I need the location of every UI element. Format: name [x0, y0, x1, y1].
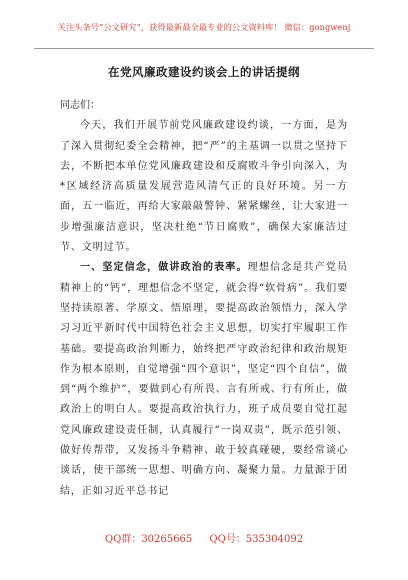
section-1-text: 理想信念是共产党员精神上的“钙”，理想信念不坚定，就会得“软骨病”。我们要坚持读原著、学原文、悟原理，要提高政治领悟力，深入学习习近平新时代中国特色社会主义思想，切实打牢履职工作基础。要提高政治判断力，始终把严守政治纪律和政治规矩作为根本原则，自觉增强“四个意识”，坚定“四个自信”，做到“两个维护”，要做到心有所畏、言有所戒、行有所止，做政治上的明白人。要提高政治执行力，班子成员要自觉扛起党风廉政建设责任制，认真履行“一岗双责”，既示范引领、做好传帮带，又发扬斗争精神、敢于较真碰硬，要经常谈心谈话，使干部统一思想、明确方向、凝聚力量。力量源于团结，正如习近平总书记: [60, 262, 348, 497]
header-notice: 关注头条号“公文研究”，获得最新最全最专业的公文资料库！ 微信：gongwenj: [57, 22, 351, 32]
salutation: 同志们：: [60, 100, 100, 111]
paragraph-intro: 今天，我们开展节前党风廉政建设约谈，一方面，是为了深入贯彻纪委全会精神，把“严”的主基调一以贯之坚持下去，不断把本单位党风廉政建设和反腐败斗争引向深入，为*区域经济高质量发展营造风清气正的良好环境。另一方面，五一临近，再给大家敲敲警钟、紧紧螺丝，让大家进一步增强廉洁意识，坚决杜绝“节日腐败”，确保大家廉洁过节、文明过节。: [60, 120, 348, 254]
footer-contacts: [0, 530, 408, 545]
paragraph-section-1: [60, 258, 348, 502]
footer-qq-group: QQ群：30265665: [104, 534, 193, 545]
document-title: 在党风廉政建设约谈会上的讲话提纲: [108, 65, 300, 79]
document-body: [60, 96, 348, 502]
footer-qq-number: QQ号：535304092: [209, 534, 304, 545]
section-1-heading: 一、坚定信念，做讲政治的表率。: [80, 262, 248, 274]
header-divider: [34, 48, 374, 49]
